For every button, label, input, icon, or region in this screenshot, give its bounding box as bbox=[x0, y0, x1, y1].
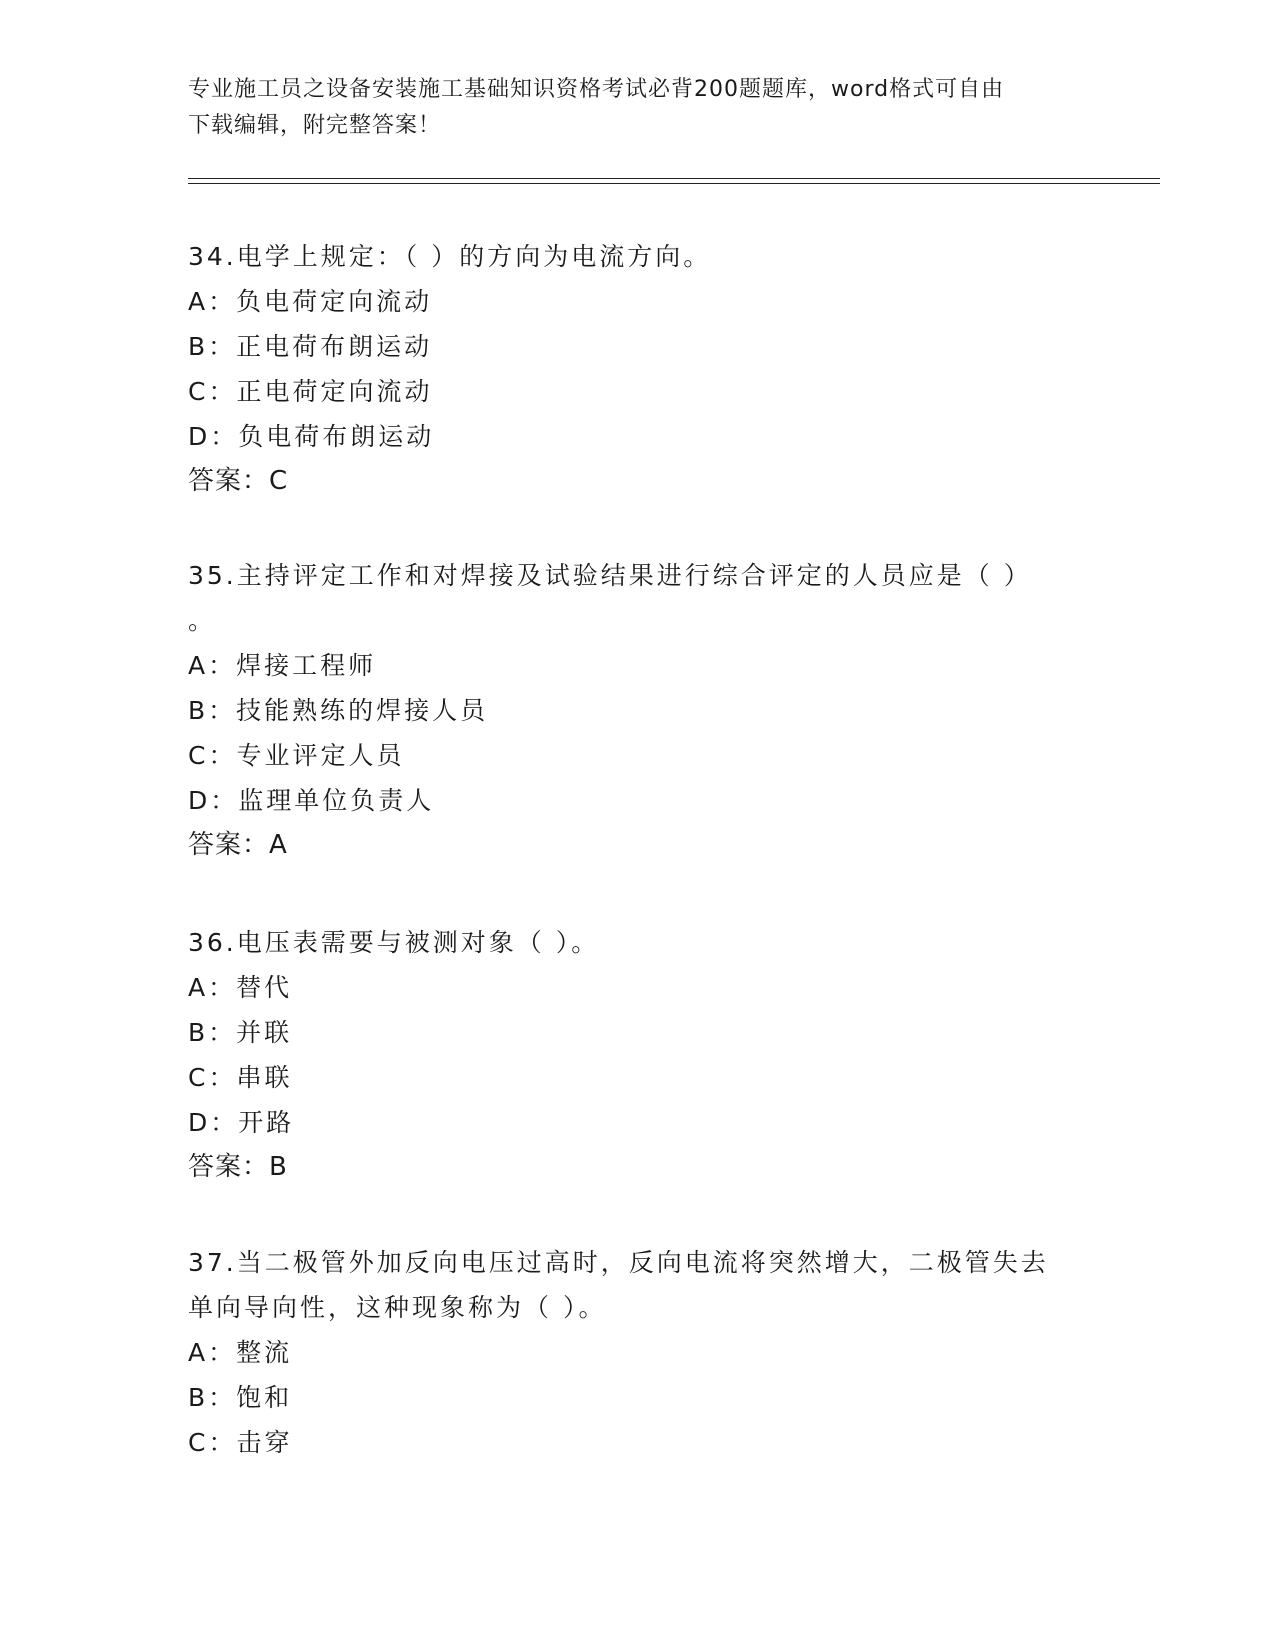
question-stem: 35.主持评定工作和对焊接及试验结果进行综合评定的人员应是（ ） bbox=[188, 561, 1032, 590]
question-stem: 36.电压表需要与被测对象（ ）。 bbox=[188, 928, 600, 957]
header-divider-top bbox=[188, 178, 1160, 179]
option-d: D：开路 bbox=[188, 1108, 295, 1137]
option-c: C：正电荷定向流动 bbox=[188, 377, 433, 406]
question-37 bbox=[188, 1240, 1088, 1465]
question-stem: 34.电学上规定：（ ）的方向为电流方向。 bbox=[188, 242, 712, 271]
question-36 bbox=[188, 920, 1088, 1190]
option-a: A：整流 bbox=[188, 1338, 293, 1367]
question-stem: 37.当二极管外加反向电压过高时，反向电流将突然增大，二极管失去 bbox=[188, 1248, 1049, 1277]
option-c: C：专业评定人员 bbox=[188, 741, 405, 770]
question-34 bbox=[188, 234, 1088, 504]
option-d: D：监理单位负责人 bbox=[188, 786, 435, 815]
option-c: C：串联 bbox=[188, 1063, 293, 1092]
header-line-2: 下载编辑，附完整答案！ bbox=[188, 113, 442, 138]
document-header bbox=[188, 72, 1088, 144]
answer: 答案：C bbox=[188, 466, 289, 496]
option-b: B：正电荷布朗运动 bbox=[188, 332, 433, 361]
option-b: B：技能熟练的焊接人员 bbox=[188, 696, 489, 725]
answer: 答案：A bbox=[188, 830, 288, 860]
option-a: A：替代 bbox=[188, 973, 293, 1002]
option-c: C：击穿 bbox=[188, 1428, 293, 1457]
question-35 bbox=[188, 553, 1088, 868]
question-stem-continued: 。 bbox=[188, 606, 217, 635]
option-a: A：负电荷定向流动 bbox=[188, 287, 433, 316]
question-stem-continued: 单向导向性，这种现象称为（ ）。 bbox=[188, 1293, 607, 1322]
option-b: B：饱和 bbox=[188, 1383, 293, 1412]
header-divider-bottom bbox=[188, 183, 1160, 184]
option-d: D：负电荷布朗运动 bbox=[188, 422, 435, 451]
option-b: B：并联 bbox=[188, 1018, 293, 1047]
option-a: A：焊接工程师 bbox=[188, 651, 377, 680]
answer: 答案：B bbox=[188, 1152, 288, 1182]
header-line-1: 专业施工员之设备安装施工基础知识资格考试必背200题题库，word格式可自由 bbox=[188, 77, 1005, 102]
